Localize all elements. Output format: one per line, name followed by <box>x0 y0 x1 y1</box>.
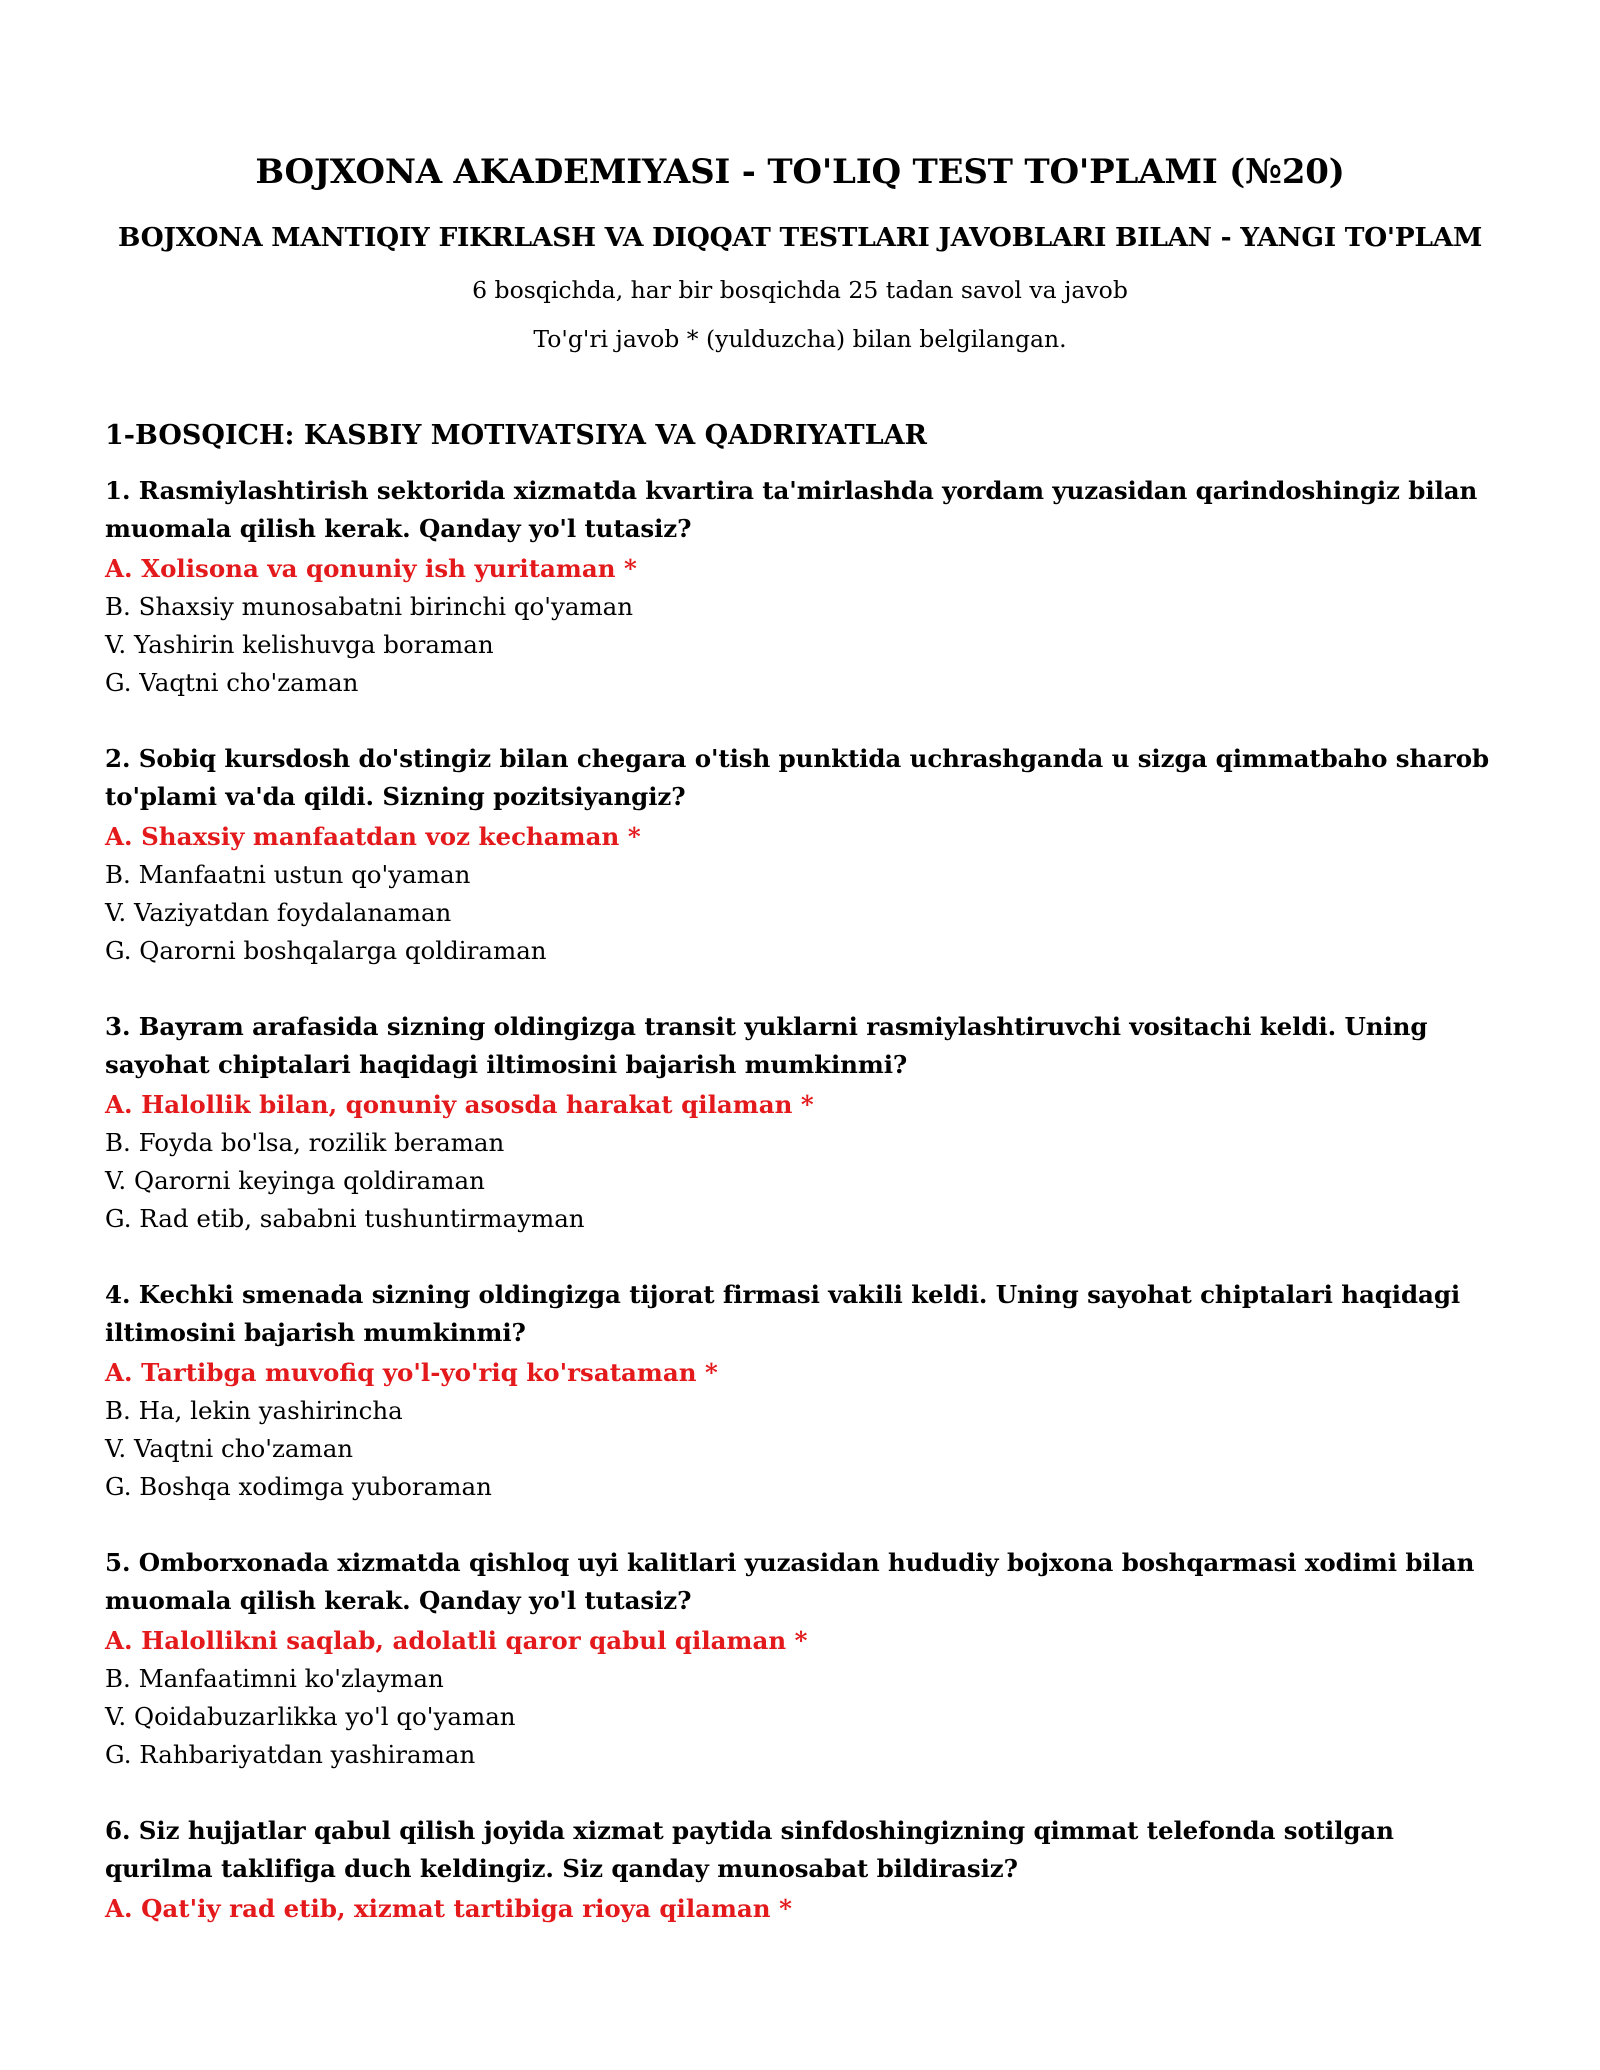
option-g: G. Vaqtni cho'zaman <box>105 668 359 697</box>
option-v: V. Yashirin kelishuvga boraman <box>105 630 494 659</box>
option-v: V. Vaziyatdan foydalanaman <box>105 898 452 927</box>
question-4 <box>105 1276 1496 1506</box>
question-text: 5. Omborxonada xizmatda qishloq uyi kalitlari yuzasidan hududiy bojxona boshqarmasi xodimi bilan muomala qilish kerak. Qanday yo'l tutasiz? <box>105 1548 1475 1615</box>
option-v: V. Qarorni keyinga qoldiraman <box>105 1166 485 1195</box>
option-b: B. Manfaatimni ko'zlayman <box>105 1664 444 1693</box>
option-g: G. Rad etib, sababni tushuntirmayman <box>105 1204 585 1233</box>
option-v: V. Vaqtni cho'zaman <box>105 1434 354 1463</box>
page-subtitle: BOJXONA MANTIQIY FIKRLASH VA DIQQAT TESTLARI JAVOBLARI BILAN - YANGI TO'PLAM <box>118 222 1482 253</box>
question-text: 3. Bayram arafasida sizning oldingizga transit yuklarni rasmiylashtiruvchi vositachi keldi. Uning sayohat chiptalari haqidagi iltimosini bajarish mumkinmi? <box>105 1012 1428 1079</box>
option-g: G. Qarorni boshqalarga qoldiraman <box>105 936 547 965</box>
option-a-correct: A. Halollik bilan, qonuniy asosda harakat qilaman * <box>105 1090 814 1119</box>
page-title: BOJXONA AKADEMIYASI - TO'LIQ TEST TO'PLAMI (№20) <box>255 152 1345 192</box>
option-b: B. Shaxsiy munosabatni birinchi qo'yaman <box>105 592 634 621</box>
section-title: 1-BOSQICH: KASBIY MOTIVATSIYA VA QADRIYATLAR <box>105 420 927 451</box>
info-line-answer-marker: To'g'ri javob * (yulduzcha) bilan belgilangan. <box>533 325 1067 353</box>
option-a-correct: A. Shaxsiy manfaatdan voz kechaman * <box>105 822 641 851</box>
question-text: 2. Sobiq kursdosh do'stingiz bilan chegara o'tish punktida uchrashganda u sizga qimmatbaho sharob to'plami va'da qildi. Sizning pozitsiyangiz? <box>105 744 1490 811</box>
question-5 <box>105 1544 1496 1774</box>
question-text: 4. Kechki smenada sizning oldingizga tijorat firmasi vakili keldi. Uning sayohat chiptalari haqidagi iltimosini bajarish mumkinmi? <box>105 1280 1461 1347</box>
option-a-correct: A. Tartibga muvofiq yo'l-yo'riq ko'rsataman * <box>105 1358 718 1387</box>
option-a-correct: A. Xolisona va qonuniy ish yuritaman * <box>105 554 637 583</box>
option-b: B. Manfaatni ustun qo'yaman <box>105 860 471 889</box>
option-b: B. Ha, lekin yashirincha <box>105 1396 403 1425</box>
question-list <box>105 472 1496 1966</box>
question-6 <box>105 1812 1496 1928</box>
option-v: V. Qoidabuzarlikka yo'l qo'yaman <box>105 1702 516 1731</box>
option-g: G. Boshqa xodimga yuboraman <box>105 1472 492 1501</box>
question-1 <box>105 472 1496 702</box>
question-2 <box>105 740 1496 970</box>
option-a-correct: A. Halollikni saqlab, adolatli qaror qabul qilaman * <box>105 1626 808 1655</box>
question-text: 6. Siz hujjatlar qabul qilish joyida xizmat paytida sinfdoshingizning qimmat telefonda sotilgan qurilma taklifiga duch keldingiz. Siz qanday munosabat bildirasiz? <box>105 1816 1394 1883</box>
question-3 <box>105 1008 1496 1238</box>
option-a-correct: A. Qat'iy rad etib, xizmat tartibiga rioya qilaman * <box>105 1894 792 1923</box>
option-g: G. Rahbariyatdan yashiraman <box>105 1740 476 1769</box>
info-line-stages: 6 bosqichda, har bir bosqichda 25 tadan savol va javob <box>472 276 1128 304</box>
option-b: B. Foyda bo'lsa, rozilik beraman <box>105 1128 505 1157</box>
question-text: 1. Rasmiylashtirish sektorida xizmatda kvartira ta'mirlashda yordam yuzasidan qarindoshingiz bilan muomala qilish kerak. Qanday yo'l tutasiz? <box>105 476 1478 543</box>
